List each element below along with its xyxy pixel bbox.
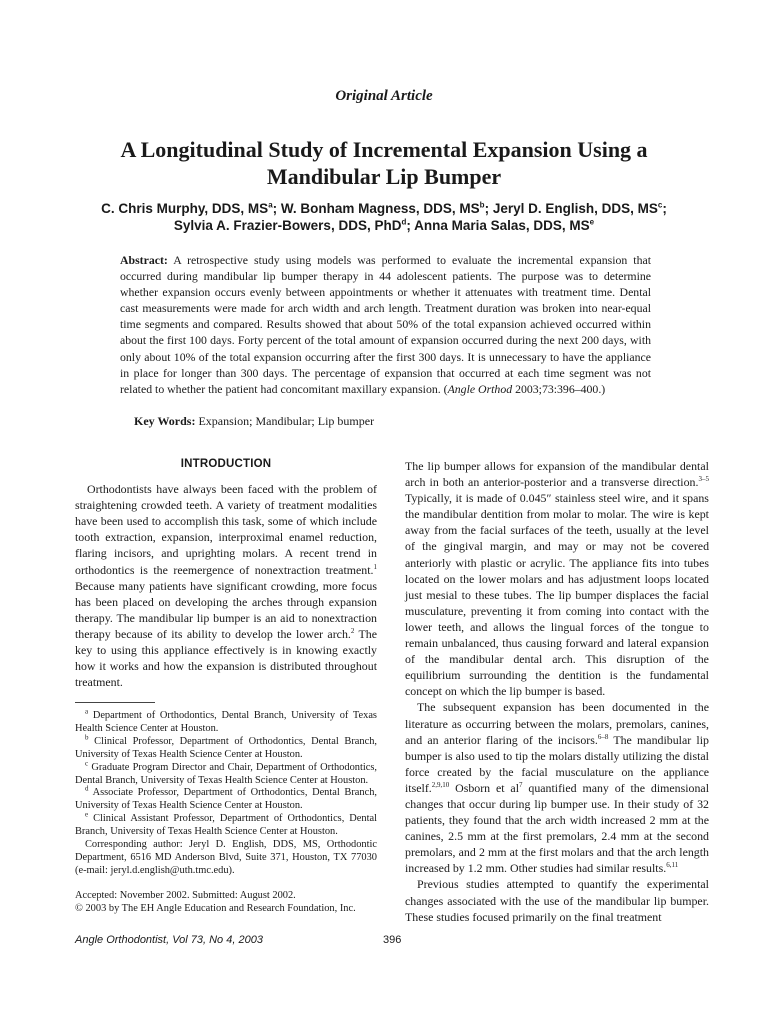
keywords-label: Key Words: [134, 414, 196, 428]
footnote-affiliation-b: $^b$ Clinical Professor, Department of Orthodontics, Dental Branch, University of Texas Health Science Center at Houston. [75, 733, 377, 760]
citation-ref: 3–5 [698, 475, 709, 484]
author-affil-mark: c [657, 200, 663, 210]
body-paragraph: Previous studies attempted to quantify the experimental changes associated with the use of the mandibular lip bumper. These studies focused primarily on the final treatment [405, 877, 709, 924]
text-run: Osborn et al [449, 780, 520, 795]
citation-ref: 6–8 [597, 732, 609, 741]
text-run: quantified many of the dimensional changes that occur during lip bumper use. In their study of 32 patients, they found that the arch width increased 2 mm at the canines, 2.5 mm at the first premolars, 2.4 mm at the second premolars, and 2 mm at the first molars and that the arch length increased by 1.2 mm. Other studies had similar results. [405, 780, 710, 876]
footnotes [75, 707, 377, 916]
author-separator: ; [662, 201, 667, 216]
article-title [60, 136, 708, 190]
citation-ref: 6,11 [666, 861, 679, 870]
author-separator: ; [406, 218, 415, 233]
author-affil-mark: b [479, 200, 485, 210]
abstract-paragraph [120, 252, 651, 397]
keywords-text: Expansion; Mandibular; Lip bumper [198, 414, 375, 428]
author-separator: ; [484, 201, 493, 216]
author-affil-mark: d [401, 217, 407, 227]
footnote-text: Department of Orthodontics, Dental Branch, University of Texas Health Science Center at Houston. [75, 710, 377, 734]
footnote-text: Clinical Assistant Professor, Department of Orthodontics, Dental Branch, University of Texas Health Science Center at Houston. [75, 813, 377, 838]
author-list [40, 200, 728, 234]
author-name: C. Chris Murphy, DDS, MS [101, 201, 269, 216]
footnote-text: Associate Professor, Department of Orthodontics, Dental Branch, University of Texas Health Science Center at Houston. [75, 787, 377, 812]
body-paragraph-continued: The lip bumper allows for expansion of the mandibular dental arch in both an anterior-posterior and a transverse direction.$^{3-5}$ Typically, it is made of 0.045″ stainless steel wire, and it spans the mandibular dentition from molar to molar. The wire is kept away from the facial surfaces of the teeth, usually at the level of the gingival margin, and may or may not be covered anteriorly with plastic or acrylic. The appliance fits into tubes located on the lower molars and has adjustment loops located just mesial to these tubes. The lip bumper displaces the facial musculature, preventing it from coming into contact with the lower teeth, and allows the lingual forces of the tongue to remain unbalanced, thus causing forward and lateral expansion of the mandibular dental arch. This disruption of the equilibrium surrounding the dentition is the fundamental concept on which the lip bumper is based. [405, 459, 710, 699]
abstract [120, 252, 651, 397]
footnote-affiliation-a: $^a$ Department of Orthodontics, Dental Branch, University of Texas Health Science Center at Houston. [75, 707, 377, 734]
text-run: Because many patients have significant crowding, more focus has been placed on developing the arches through expansion therapy. The mandibular lip bumper is an aid to nonextraction therapy because of its ability to develop the lower arch. [75, 578, 377, 641]
footer-page-number: 396 [383, 934, 402, 946]
citation-ref: 2,9,10 [431, 780, 450, 789]
author-name: Anna Maria Salas, DDS, MS [414, 218, 590, 233]
footnote-divider [75, 702, 155, 703]
author-name: W. Bonham Magness, DDS, MS [280, 201, 480, 216]
author-name: Jeryl D. English, DDS, MS [492, 201, 658, 216]
abstract-citation: 2003;73:396–400.) [512, 381, 606, 396]
footnote-affiliation-e: $^e$ Clinical Assistant Professor, Department of Orthodontics, Dental Branch, University of Texas Health Science Center at Houston. [75, 810, 377, 838]
text-run: Orthodontists have always been faced with the problem of straightening crowded teeth. A variety of treatment modalities have been used to accomplish this task, some of which include tooth extraction, expansion, interproximal enamel reduction, flaring incisors, and uprighting molars. A recent trend in orthodontics is the reemergence of nonextraction treatment. [75, 482, 377, 577]
text-run: The key to using this appliance effectively is in knowing exactly how it works and how the expansion is distributed throughout treatment. [75, 626, 377, 690]
abstract-text: A retrospective study using models was performed to evaluate the incremental expansion that occurred during mandibular lip bumper therapy in 44 adolescent patients. The purpose was to determine whether expansion occurs evenly between appointments or whether it attenuates with treatment time. Dental cast measurements were made for arch width and arch length. Treatment duration was broken into near-equal time segments and compared. Results showed that about 50% of the total expansion achieved occurred within about the first 100 days. Forty percent of the total amount of expansion occurred during the next 200 days, with only about 10% of the total expansion occurring after the first 300 days. It is unnecessary to have the appliance in place for longer than 300 days. The percentage of expansion that occurred at each time segment was not related to whether the patient had concomitant maxillary expansion. ( [120, 253, 651, 396]
section-heading-introduction: INTRODUCTION [180, 458, 272, 470]
footnote-affiliation-d: $^d$ Associate Professor, Department of Orthodontics, Dental Branch, University of Texas Health Science Center at Houston. [75, 784, 377, 812]
keywords [134, 413, 654, 429]
text-run: The subsequent expansion has been documented in the literature as occurring between the molars, premolars, canines, and an anterior flaring of the incisors. [405, 700, 709, 747]
footnote-copyright: © 2003 by The EH Angle Education and Research Foundation, Inc. [75, 902, 356, 914]
footnote-text: Graduate Program Director and Chair, Department of Orthodontics, Dental Branch, University of Texas Health Science Center at Houston. [75, 761, 377, 786]
author-affil-mark: e [589, 217, 595, 227]
body-paragraph [405, 699, 709, 876]
body-paragraph [75, 481, 377, 690]
abstract-citation-journal: Angle Orthod [447, 381, 513, 396]
body-column-left [75, 456, 377, 690]
abstract-label: Abstract: [120, 253, 168, 267]
footnote-dates: Accepted: November 2002. Submitted: August 2002. [75, 889, 296, 901]
citation-ref: 1 [373, 562, 377, 571]
author-line-1 [40, 200, 728, 217]
footnote-text: Clinical Professor, Department of Orthodontics, Dental Branch, University of Texas Health Science Center at Houston. [75, 735, 377, 760]
body-column-right [405, 458, 709, 925]
author-line-2 [40, 217, 728, 234]
author-affil-mark: a [268, 200, 273, 210]
section-label: Original Article [335, 88, 433, 104]
title-line-1: A Longitudinal Study of Incremental Expansion Using a [120, 137, 648, 162]
citation-ref: 7 [519, 780, 523, 789]
text-run: The mandibular lip bumper is also used to tip the molars distally utilizing the distal force created by the facial musculature on the appliance itself. [405, 732, 709, 795]
author-separator: ; [272, 201, 281, 216]
citation-ref: 2 [350, 626, 355, 635]
footer-journal-citation: Angle Orthodontist, Vol 73, No 4, 2003 [75, 934, 263, 946]
footnote-corresponding-author: Corresponding author: Jeryl D. English, DDS, MS, Orthodontic Department, 6516 MD Anderson Blvd, Suite 371, Houston, TX 77030 (e-mail: jeryl.d.english@uth.tmc.edu). [75, 839, 377, 876]
author-name: Sylvia A. Frazier-Bowers, DDS, PhD [173, 218, 402, 233]
title-line-2: Mandibular Lip Bumper [266, 164, 502, 189]
footnote-affiliation-c: $^c$ Graduate Program Director and Chair, Department of Orthodontics, Dental Branch, University of Texas Health Science Center at Houston. [75, 759, 377, 786]
